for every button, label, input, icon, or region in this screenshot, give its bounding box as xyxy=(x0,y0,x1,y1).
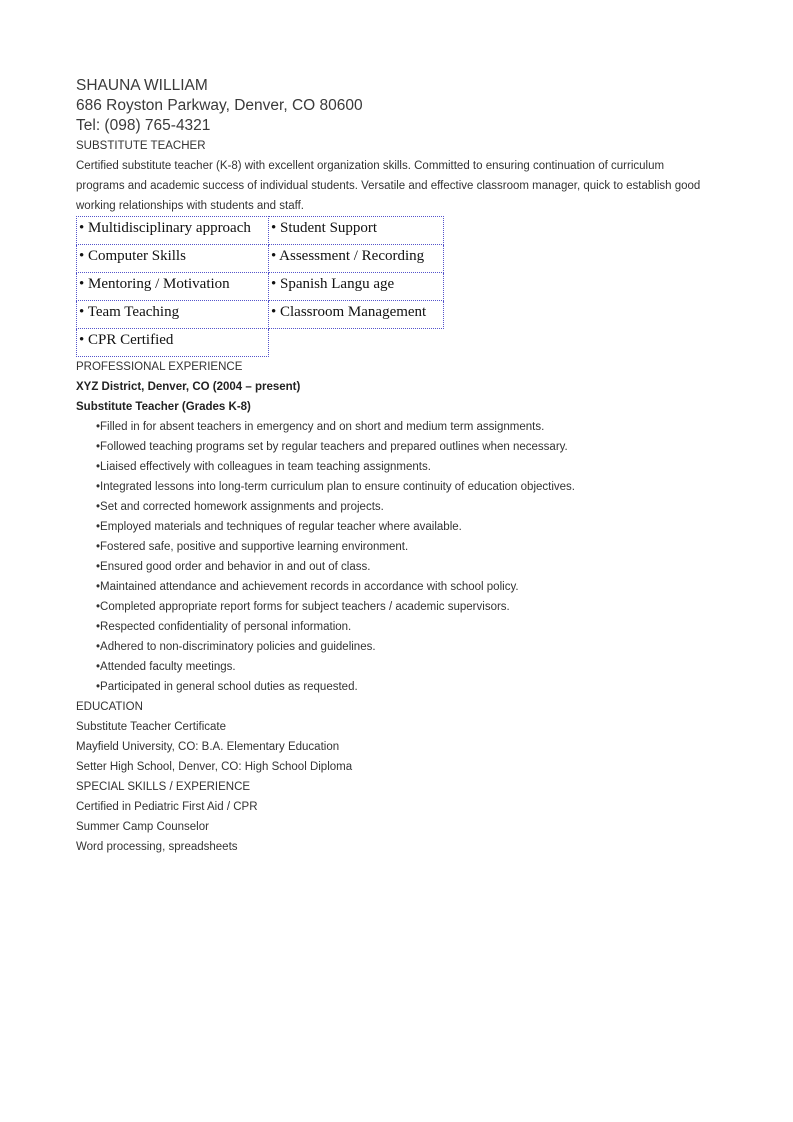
skill-cell: • Team Teaching xyxy=(77,301,269,329)
skill-cell: • Classroom Management xyxy=(269,301,444,329)
list-item: •Integrated lessons into long-term curriculum plan to ensure continuity of education objectives. xyxy=(96,481,575,493)
experience-bullet-list xyxy=(76,417,716,697)
skill-cell: • Multidisciplinary approach xyxy=(77,217,269,245)
skill-cell: • Computer Skills xyxy=(77,245,269,273)
list-item: •Maintained attendance and achievement records in accordance with school policy. xyxy=(96,581,519,593)
employer-line: XYZ District, Denver, CO (2004 – present) xyxy=(76,381,301,393)
list-item: •Fostered safe, positive and supportive learning environment. xyxy=(96,541,409,553)
skill-cell: • Mentoring / Motivation xyxy=(77,273,269,301)
skill-cell: • CPR Certified xyxy=(77,329,269,357)
empty-cell xyxy=(269,329,444,357)
list-item: •Filled in for absent teachers in emergency and on short and medium term assignments. xyxy=(96,421,545,433)
candidate-name: SHAUNA WILLIAM xyxy=(76,77,208,94)
skill-cell: • Assessment / Recording xyxy=(269,245,444,273)
education-item: Substitute Teacher Certificate xyxy=(76,721,227,733)
list-item: •Liaised effectively with colleagues in team teaching assignments. xyxy=(96,461,431,473)
list-item: •Respected confidentiality of personal information. xyxy=(96,621,352,633)
candidate-phone: Tel: (098) 765-4321 xyxy=(76,117,211,134)
resume-page xyxy=(76,76,716,857)
list-item: •Participated in general school duties as requested. xyxy=(96,681,358,693)
candidate-address: 686 Royston Parkway, Denver, CO 80600 xyxy=(76,97,363,114)
summary-paragraph: Certified substitute teacher (K-8) with excellent organization skills. Committed to ensuring continuation of curriculum programs and academic success of individual students. Versatile and effective classroom manager, quick to establish good working relationships with students and staff. xyxy=(76,160,701,212)
skill-cell: • Student Support xyxy=(269,217,444,245)
skills-row xyxy=(77,301,444,329)
list-item: •Set and corrected homework assignments and projects. xyxy=(96,501,384,513)
special-skills-heading: SPECIAL SKILLS / EXPERIENCE xyxy=(76,781,251,793)
list-item: •Attended faculty meetings. xyxy=(96,661,236,673)
skills-row xyxy=(77,273,444,301)
list-item: •Employed materials and techniques of regular teacher where available. xyxy=(96,521,462,533)
education-item: Mayfield University, CO: B.A. Elementary Education xyxy=(76,741,340,753)
role-line: Substitute Teacher (Grades K-8) xyxy=(76,401,251,413)
list-item: •Adhered to non-discriminatory policies and guidelines. xyxy=(96,641,376,653)
list-item: •Followed teaching programs set by regular teachers and prepared outlines when necessary. xyxy=(96,441,568,453)
special-skill-item: Word processing, spreadsheets xyxy=(76,841,238,853)
skills-row xyxy=(77,245,444,273)
skill-cell: • Spanish Langu age xyxy=(269,273,444,301)
experience-heading: PROFESSIONAL EXPERIENCE xyxy=(76,361,243,373)
skills-row xyxy=(77,217,444,245)
job-title: SUBSTITUTE TEACHER xyxy=(76,140,206,152)
skills-table xyxy=(76,216,444,357)
education-heading: EDUCATION xyxy=(76,701,143,713)
special-skill-item: Certified in Pediatric First Aid / CPR xyxy=(76,801,258,813)
special-skill-item: Summer Camp Counselor xyxy=(76,821,209,833)
list-item: •Ensured good order and behavior in and out of class. xyxy=(96,561,371,573)
education-item: Setter High School, Denver, CO: High School Diploma xyxy=(76,761,353,773)
skills-row xyxy=(77,329,444,357)
list-item: •Completed appropriate report forms for subject teachers / academic supervisors. xyxy=(96,601,510,613)
